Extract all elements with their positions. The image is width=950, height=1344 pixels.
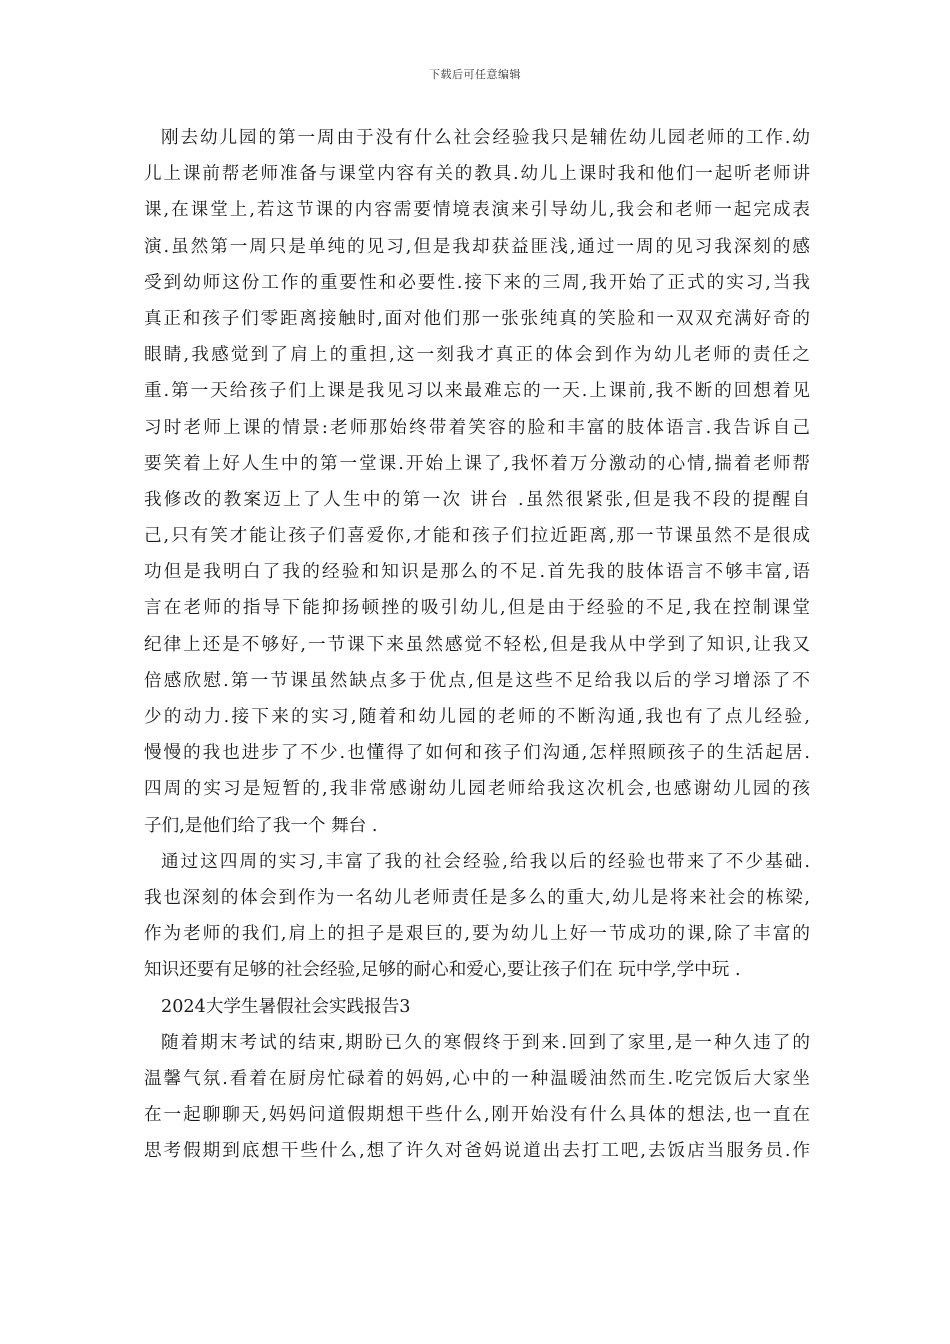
document-body xyxy=(144,120,810,1169)
text-line: 知识还要有足够的社会经验,足够的耐心和爱心,要让孩子们在 玩中学,学中玩 . xyxy=(144,960,741,981)
text-line: 眼睛,我感觉到了肩上的重担,这一刻我才真正的体会到作为幼儿老师的责任之 xyxy=(144,345,810,366)
text-line: 作为老师的我们,肩上的担子是艰巨的,要为幼儿上好一节成功的课,除了丰富的 xyxy=(144,924,810,945)
text-line: 2024大学生暑假社会实践报告3 xyxy=(161,996,411,1017)
text-line: 儿上课前帮老师准备与课堂内容有关的教具.幼儿上课时我和他们一起听老师讲 xyxy=(144,164,810,185)
text-line: 子们,是他们给了我一个 舞台 . xyxy=(144,815,378,836)
text-line: 受到幼师这份工作的重要性和必要性.接下来的三周,我开始了正式的实习,当我 xyxy=(144,272,810,293)
text-line: 四周的实习是短暂的,我非常感谢幼儿园老师给我这次机会,也感谢幼儿园的孩 xyxy=(144,779,810,800)
text-line: 功但是我明白了我的经验和知识是那么的不足.首先我的肢体语言不够丰富,语 xyxy=(144,562,810,583)
text-line: 随着期末考试的结束,期盼已久的寒假终于到来.回到了家里,是一种久违了的 xyxy=(161,1032,810,1053)
text-line: 刚去幼儿园的第一周由于没有什么社会经验我只是辅佐幼儿园老师的工作.幼 xyxy=(161,128,810,148)
text-line: 倍感欣慰.第一节课虽然缺点多于优点,但是这些不足给我以后的学习增添了不 xyxy=(144,670,810,691)
text-line: 慢慢的我也进步了不少.也懂得了如何和孩子们沟通,怎样照顾孩子的生活起居. xyxy=(144,743,810,764)
text-line: 言在老师的指导下能抑扬顿挫的吸引幼儿,但是由于经验的不足,我在控制课堂 xyxy=(144,598,810,619)
text-line: 我也深刻的体会到作为一名幼儿老师责任是多么的重大,幼儿是将来社会的栋梁, xyxy=(144,887,810,908)
text-line: 重.第一天给孩子们上课是我见习以来最难忘的一天.上课前,我不断的回想着见 xyxy=(144,381,810,402)
text-line: 思考假期到底想干些什么,想了许久对爸妈说道出去打工吧,去饭店当服务员.作 xyxy=(144,1141,810,1162)
text-line: 少的动力.接下来的实习,随着和幼儿园的老师的不断沟通,我也有了点儿经验, xyxy=(144,707,810,727)
text-line: 真正和孩子们零距离接触时,面对他们那一张张纯真的笑脸和一双双充满好奇的 xyxy=(144,308,810,329)
text-line: 演.虽然第一周只是单纯的见习,但是我却获益匪浅,通过一周的见习我深刻的感 xyxy=(144,236,810,257)
text-line: 纪律上还是不够好,一节课下来虽然感觉不轻松,但是我从中学到了知识,让我又 xyxy=(144,634,810,655)
text-line: 在一起聊聊天,妈妈问道假期想干些什么,刚开始没有什么具体的想法,也一直在 xyxy=(144,1105,810,1126)
text-line: 课,在课堂上,若这节课的内容需要情境表演来引导幼儿,我会和老师一起完成表 xyxy=(144,200,810,221)
text-line: 我修改的教案迈上了人生中的第一次 讲台 .虽然很紧张,但是我不段的提醒自 xyxy=(144,489,810,510)
text-line: 习时老师上课的情景:老师那始终带着笑容的脸和丰富的肢体语言.我告诉自己 xyxy=(144,417,810,438)
page-header: 下载后可任意编辑 xyxy=(429,68,521,81)
text-line: 温馨气氛.看着在厨房忙碌着的妈妈,心中的一种温暖油然而生.吃完饭后大家坐 xyxy=(144,1068,810,1089)
text-line: 要笑着上好人生中的第一堂课.开始上课了,我怀着万分激动的心情,揣着老师帮 xyxy=(144,453,810,474)
text-line: 通过这四周的实习,丰富了我的社会经验,给我以后的经验也带来了不少基础. xyxy=(161,851,810,872)
text-line: 己,只有笑才能让孩子们喜爱你,才能和孩子们拉近距离,那一节课虽然不是很成 xyxy=(144,526,810,547)
